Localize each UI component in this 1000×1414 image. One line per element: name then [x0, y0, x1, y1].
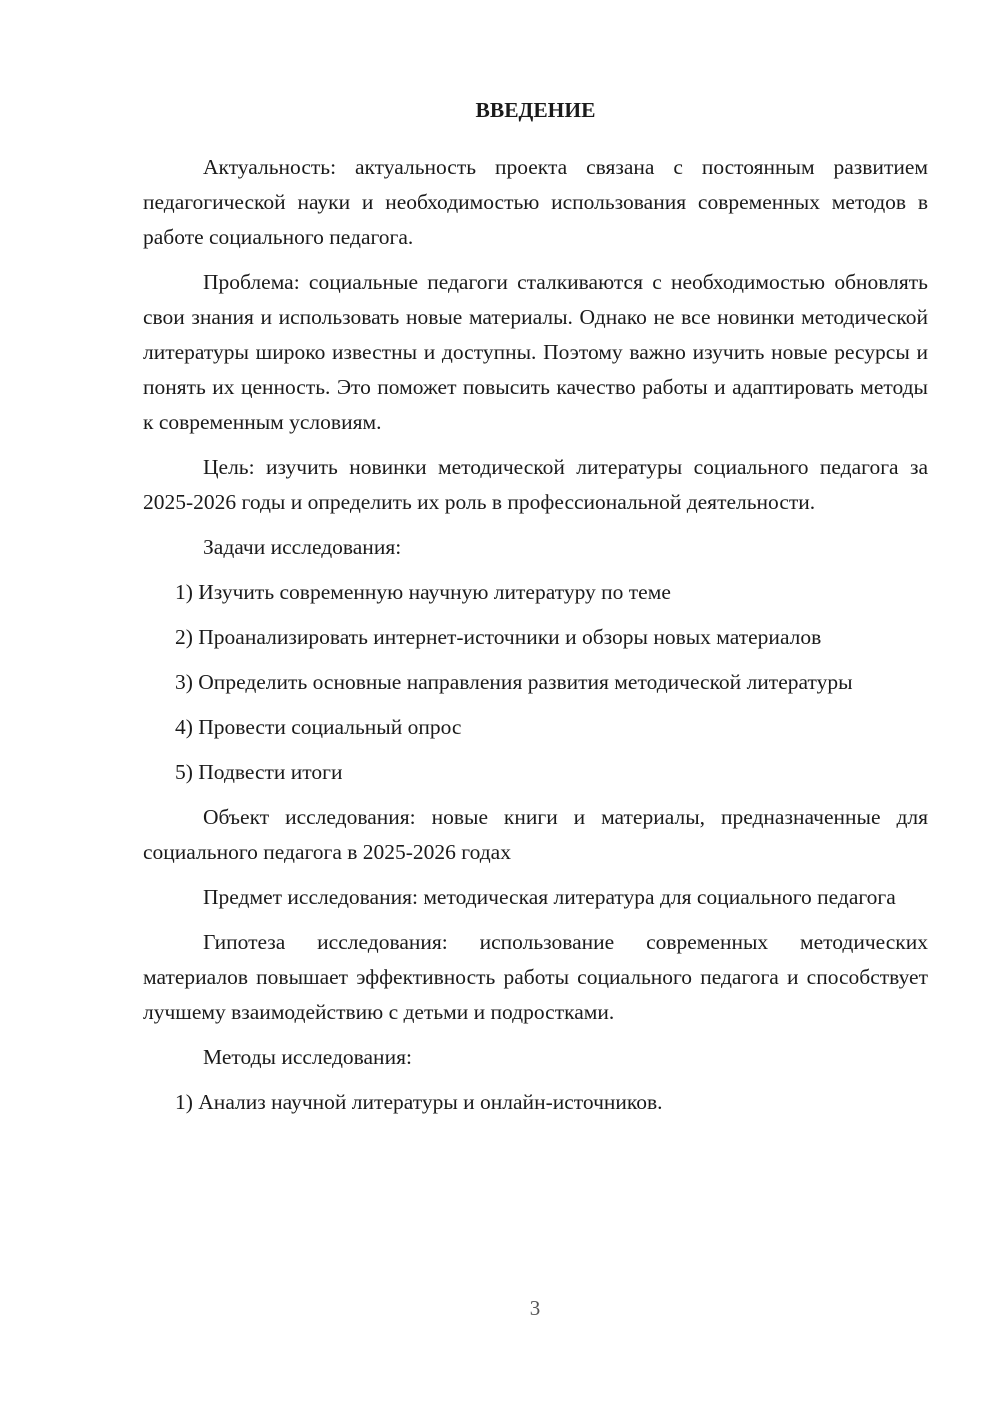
method-item: 1) Анализ научной литературы и онлайн-источников. [175, 1090, 663, 1114]
section-title: ВВЕДЕНИЕ [475, 98, 596, 122]
methods-heading: Методы исследования: [203, 1045, 412, 1069]
tasks-heading: Задачи исследования: [203, 535, 402, 559]
relevance-paragraph: Актуальность: актуальность проекта связана с постоянным развитием педагогической науки и необходимостью использования современных методов в работе социального педагога. [143, 155, 928, 249]
hypothesis-paragraph: Гипотеза исследования: использование современных методических материалов повышает эффективность работы социального педагога и способствует лучшему взаимодействию с детьми и подростками. [143, 930, 928, 1024]
task-item: 4) Провести социальный опрос [175, 715, 462, 739]
task-item: 2) Проанализировать интернет-источники и обзоры новых материалов [175, 625, 822, 649]
task-item: 1) Изучить современную научную литературу по теме [175, 580, 671, 604]
subject-paragraph: Предмет исследования: методическая литература для социального педагога [203, 885, 896, 909]
document-page [143, 90, 928, 1130]
page-number: 3 [529, 1296, 541, 1320]
problem-paragraph: Проблема: социальные педагоги сталкиваются с необходимостью обновлять свои знания и использовать новые материалы. Однако не все новинки методической литературы широко известны и доступны. Поэтому важно изучить новые ресурсы и понять их ценность. Это поможет повысить качество работы и адаптировать методы к современным условиям. [143, 270, 928, 434]
goal-paragraph: Цель: изучить новинки методической литературы социального педагога за 2025-2026 годы и определить их роль в профессиональной деятельности. [143, 455, 928, 514]
object-paragraph: Объект исследования: новые книги и материалы, предназначенные для социального педагога в 2025-2026 годах [143, 805, 928, 864]
task-item: 3) Определить основные направления развития методической литературы [175, 670, 853, 694]
task-item: 5) Подвести итоги [175, 760, 343, 784]
